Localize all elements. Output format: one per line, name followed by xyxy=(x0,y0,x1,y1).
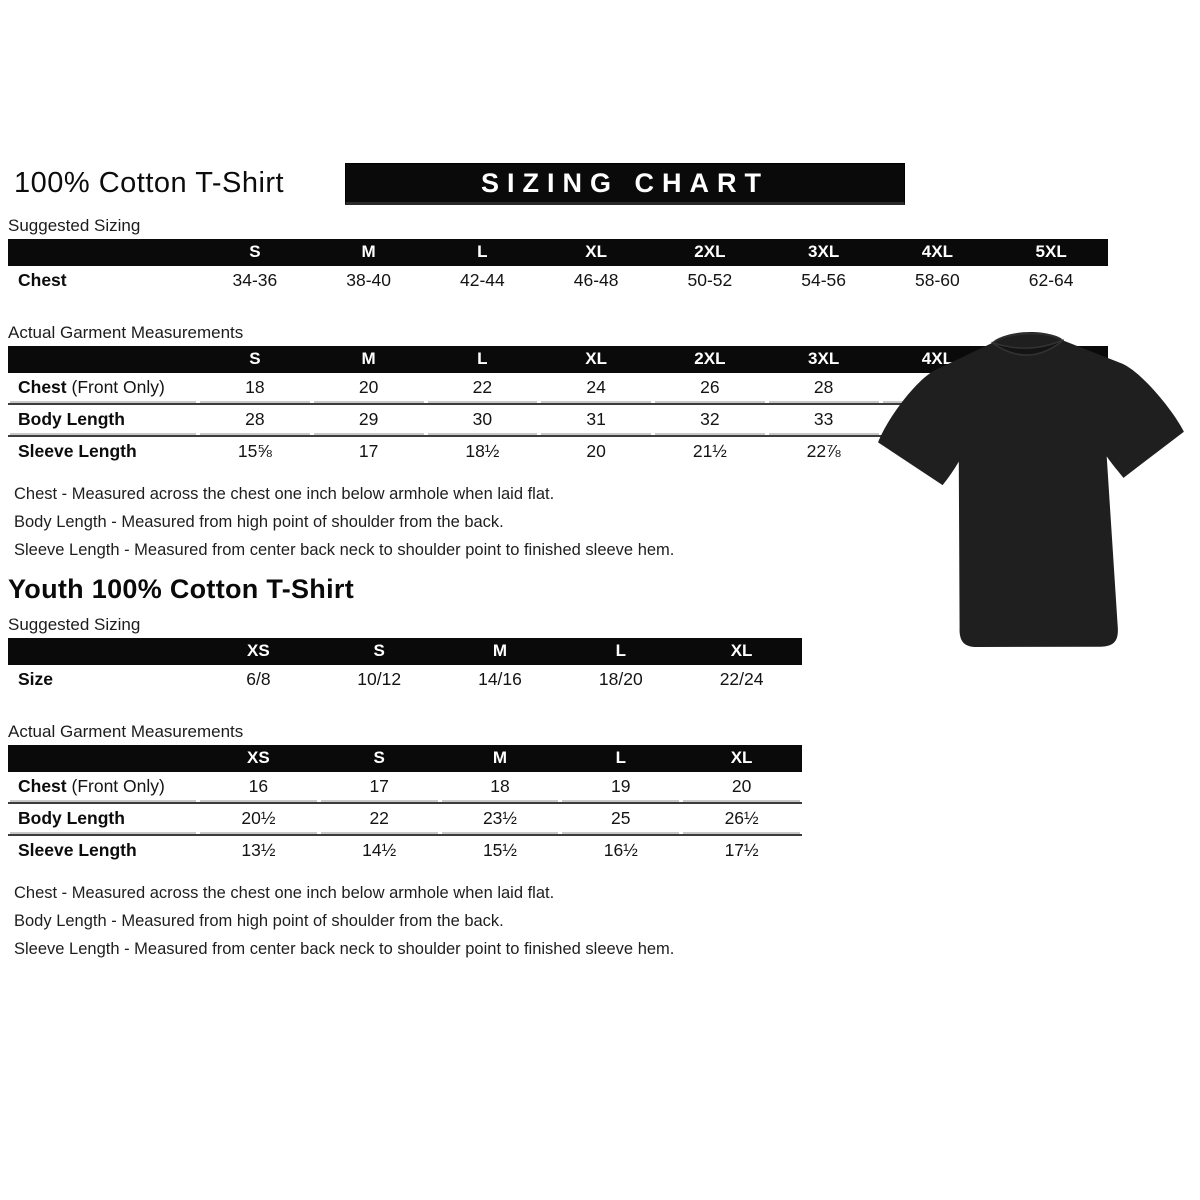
table-cell: 31 xyxy=(539,403,653,435)
table-cell: 28 xyxy=(767,373,881,403)
table-cell: 18 xyxy=(440,772,561,802)
table-cell: 6/8 xyxy=(198,665,319,695)
page-title: 100% Cotton T-Shirt xyxy=(14,167,285,199)
row-label: Size xyxy=(8,665,198,695)
table-corner-cell xyxy=(8,745,198,772)
column-header-s: S xyxy=(198,346,312,373)
table-cell: 26½ xyxy=(681,802,802,834)
table-row xyxy=(8,266,1108,296)
table-cell: 18/20 xyxy=(560,665,681,695)
youth-suggested-sizing-label: Suggested Sizing xyxy=(8,615,141,634)
table-cell: 26 xyxy=(653,373,767,403)
footnote-line: Sleeve Length - Measured from center back neck to shoulder point to finished sleeve hem. xyxy=(14,541,675,559)
table-cell: 15⅝ xyxy=(198,435,312,467)
sizing-chart-banner: SIZING CHART xyxy=(345,163,905,205)
row-label: Chest xyxy=(8,266,198,296)
table-cell: 32 xyxy=(653,403,767,435)
column-header-xl: XL xyxy=(681,745,802,772)
column-header-xl: XL xyxy=(539,239,653,266)
table-cell: 22 xyxy=(426,373,540,403)
footnote-line: Body Length - Measured from high point of shoulder from the back. xyxy=(14,513,504,531)
table-corner-cell xyxy=(8,638,198,665)
table-cell: 29 xyxy=(312,403,426,435)
column-header-s: S xyxy=(198,239,312,266)
youth-suggested-sizing-table xyxy=(8,638,802,695)
column-header-3xl: 3XL xyxy=(767,346,881,373)
table-cell: 20 xyxy=(539,435,653,467)
youth-footnotes xyxy=(8,879,1192,963)
table-cell: 22 xyxy=(319,802,440,834)
footnote-line: Sleeve Length - Measured from center back neck to shoulder point to finished sleeve hem. xyxy=(14,940,675,958)
column-header-xl: XL xyxy=(681,638,802,665)
row-label: Sleeve Length xyxy=(8,435,198,467)
table-cell: 16 xyxy=(198,772,319,802)
table-cell: 38-40 xyxy=(312,266,426,296)
table-cell: 10/12 xyxy=(319,665,440,695)
table-cell: 17 xyxy=(319,772,440,802)
youth-actual-measurements-table xyxy=(8,745,802,866)
column-header-xl: XL xyxy=(539,346,653,373)
column-header-xs: XS xyxy=(198,638,319,665)
table-cell: 25 xyxy=(560,802,681,834)
row-label: Body Length xyxy=(8,403,198,435)
table-cell: 14½ xyxy=(319,834,440,866)
table-cell: 62-64 xyxy=(994,266,1108,296)
adult-suggested-sizing-label: Suggested Sizing xyxy=(8,216,141,235)
table-row xyxy=(8,772,802,802)
column-header-4xl: 4XL xyxy=(881,346,995,373)
table-cell: 58-60 xyxy=(881,266,995,296)
footnote-line: Chest - Measured across the chest one inch below armhole when laid flat. xyxy=(14,485,555,503)
column-header-4xl: 4XL xyxy=(881,239,995,266)
column-header-3xl: 3XL xyxy=(767,239,881,266)
adult-suggested-sizing-table xyxy=(8,239,1108,296)
table-row xyxy=(8,665,802,695)
youth-actual-measurements-label: Actual Garment Measurements xyxy=(8,722,244,741)
column-header-l: L xyxy=(426,239,540,266)
table-cell: 13½ xyxy=(198,834,319,866)
column-header-m: M xyxy=(440,638,561,665)
table-cell: 34-36 xyxy=(198,266,312,296)
table-cell: 24 xyxy=(539,373,653,403)
table-header-row xyxy=(8,638,802,665)
column-header-xs: XS xyxy=(198,745,319,772)
footnote-line: Body Length - Measured from high point of shoulder from the back. xyxy=(14,912,504,930)
table-cell: 42-44 xyxy=(426,266,540,296)
table-cell: 18½ xyxy=(426,435,540,467)
table-cell: 33 xyxy=(767,403,881,435)
table-cell: 17½ xyxy=(681,834,802,866)
table-corner-cell xyxy=(8,346,198,373)
column-header-2xl: 2XL xyxy=(653,239,767,266)
footnote-line: Chest - Measured across the chest one inch below armhole when laid flat. xyxy=(14,884,555,902)
column-header-s: S xyxy=(319,638,440,665)
column-header-l: L xyxy=(560,638,681,665)
table-cell: 20 xyxy=(312,373,426,403)
column-header-s: S xyxy=(319,745,440,772)
table-cell: 16½ xyxy=(560,834,681,866)
table-cell: 21½ xyxy=(653,435,767,467)
table-cell: 14/16 xyxy=(440,665,561,695)
tshirt-product-image xyxy=(872,305,1194,685)
table-header-row xyxy=(8,239,1108,266)
column-header-m: M xyxy=(312,346,426,373)
table-cell: 17 xyxy=(312,435,426,467)
table-cell: 20½ xyxy=(198,802,319,834)
column-header-5xl: 5XL xyxy=(994,239,1108,266)
column-header-l: L xyxy=(560,745,681,772)
table-cell: 23½ xyxy=(440,802,561,834)
row-label: Chest (Front Only) xyxy=(8,373,198,403)
column-header-m: M xyxy=(440,745,561,772)
row-label: Body Length xyxy=(8,802,198,834)
table-row xyxy=(8,802,802,834)
column-header-m: M xyxy=(312,239,426,266)
table-cell: 50-52 xyxy=(653,266,767,296)
adult-actual-measurements-label: Actual Garment Measurements xyxy=(8,323,244,342)
table-cell: 54-56 xyxy=(767,266,881,296)
table-cell: 22/24 xyxy=(681,665,802,695)
table-cell: 15½ xyxy=(440,834,561,866)
table-corner-cell xyxy=(8,239,198,266)
header-row xyxy=(8,163,1192,207)
table-cell: 30 xyxy=(426,403,540,435)
column-header-l: L xyxy=(426,346,540,373)
table-cell: 28 xyxy=(198,403,312,435)
table-cell: 18 xyxy=(198,373,312,403)
table-cell: 46-48 xyxy=(539,266,653,296)
table-row xyxy=(8,834,802,866)
table-cell: 19 xyxy=(560,772,681,802)
table-cell: 20 xyxy=(681,772,802,802)
table-header-row xyxy=(8,745,802,772)
column-header-2xl: 2XL xyxy=(653,346,767,373)
youth-section-title: Youth 100% Cotton T-Shirt xyxy=(8,574,354,604)
table-cell: 22⅞ xyxy=(767,435,881,467)
row-label: Sleeve Length xyxy=(8,834,198,866)
row-label: Chest (Front Only) xyxy=(8,772,198,802)
tshirt-body-shape xyxy=(874,327,1191,654)
